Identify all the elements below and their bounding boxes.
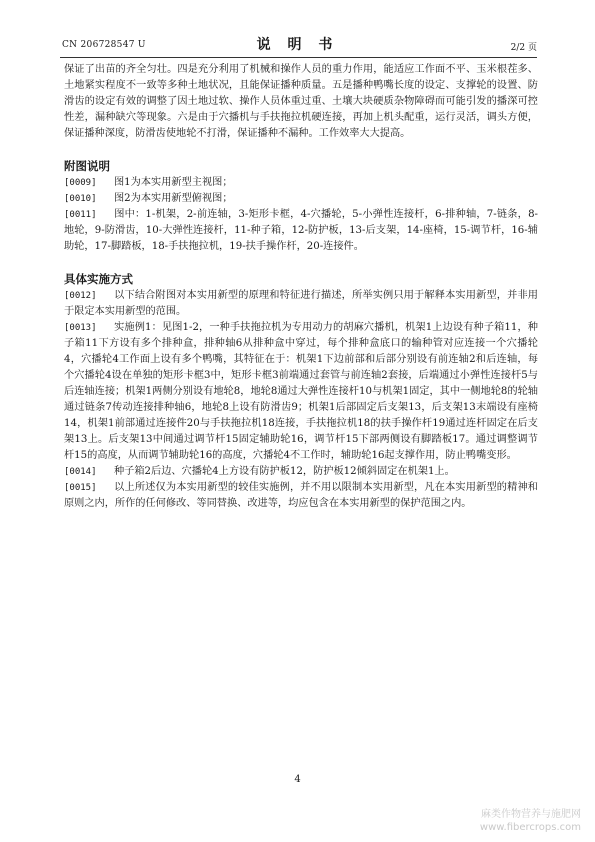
document-title: 说 明 书 (256, 37, 339, 53)
paragraph-number: [0014] (64, 467, 97, 477)
page-number: 4 (294, 774, 301, 785)
paragraph-number: [0009] (64, 178, 97, 188)
page-count: 2/2 页 (510, 43, 537, 53)
site-watermark (480, 808, 581, 834)
paragraph-0015 (64, 480, 538, 512)
document-body (64, 62, 538, 512)
paragraph-0011 (64, 207, 538, 255)
paragraph-0012 (64, 288, 538, 320)
paragraph-0014 (64, 464, 538, 480)
paragraph-text: 以下结合附图对本实用新型的原理和特征进行描述，所举实例只用于解释本实用新型，并非用于限定本实用新型的范围。 (64, 290, 538, 317)
paragraph-text: 图中：1-机架，2-前连轴，3-矩形卡框，4-穴播轮，5-小弹性连接杆，6-排种轴，7-链条，8-地轮，9-防滑齿，10-大弹性连接杆，11-种子箱，12-防护板，13-后支架，14-座椅，15-调节杆，16-辅助轮，17-脚踏板，18-手扶拖拉机，19-扶手操作杆，20-连接件。 (64, 209, 538, 252)
watermark-site-name: 麻类作物营养与施肥网 (481, 809, 581, 820)
paragraph-0009 (64, 175, 538, 191)
paragraph-text: 图2为本实用新型俯视图； (114, 193, 233, 204)
paragraph-text: 以上所述仅为本实用新型的较佳实施例，并不用以限制本实用新型，凡在本实用新型的精神和原则之内，所作的任何修改、等同替换、改进等，均应包含在本实用新型的保护范围之内。 (64, 482, 538, 509)
watermark-url: www.fibercrops.com (479, 822, 581, 833)
paragraph-text: 实施例1：见图1-2，一种手扶拖拉机为专用动力的胡麻穴播机，机架1上边设有种子箱11，种子箱11下方设有多个排种盒，排种轴6从排种盒中穿过，每个排种盒底口的输种管对应连接一个穴播轮4，穴播轮4工作面上设有多个鸭嘴，其特征在于：机架1下边前部和后部分别设有前连轴2和后连轴，每个穴播轮4设在单独的矩形卡框3中，矩形卡框3前端通过套管与前连轴2套接，后端通过小弹性连接杆5与后连轴连接；机架1两侧分别设有地轮8，地轮8通过大弹性连接杆10与机架1固定，其中一侧地轮8的轮轴通过链条7传动连接排种轴6，地轮8上设有防滑齿9；机架1后部固定后支架13，后支架13末端设有座椅14，机架1前部通过连接件20与手扶拖拉机18连接，手扶拖拉机18的扶手操作杆19通过连杆固定在后支架13上。后支架13中间通过调节杆15固定辅助轮16，调节杆15下部两侧设有脚踏板17。通过调整调节杆15的高度，从而调节辅助轮16的高度，穴播轮4不工作时，辅助轮16起支撑作用，防止鸭嘴变形。 (64, 322, 538, 461)
header-divider (60, 57, 537, 58)
paragraph-number: [0013] (64, 323, 97, 333)
section-heading-embodiments: 具体实施方式 (64, 272, 133, 286)
paragraph-text: 图1为本实用新型主视图； (114, 177, 233, 188)
publication-number: CN 206728547 U (62, 40, 146, 50)
paragraph-text: 种子箱2后边、穴播轮4上方设有防护板12，防护板12倾斜固定在机架1上。 (114, 466, 455, 477)
paragraph-number: [0012] (64, 291, 97, 301)
section-heading-drawings: 附图说明 (64, 159, 110, 173)
continuation-paragraph: 保证了出苗的齐全匀壮。四是充分利用了机械和操作人员的重力作用，能适应工作面不平、玉米根茬多、土地紧实程度不一致等多种土地状况，且能保证播种质量。五是播种鸭嘴长度的设定、支撑轮的设置、防滑齿的设定有效的调整了因土地过软、操作人员体重过重、土壤大块硬质杂物障碍而可能引发的播深可控性差，漏种缺穴等现象。六是由于穴播机与手扶拖拉机硬连接，再加上机头配重，运行灵活，调头方便，保证播种深度，防滑齿使地轮不打滑，保证播种不漏种。工作效率大大提高。 (64, 64, 538, 139)
paragraph-number: [0015] (64, 483, 97, 493)
paragraph-0013 (64, 320, 538, 464)
paragraph-0010 (64, 191, 538, 207)
paragraph-number: [0011] (64, 210, 97, 220)
paragraph-number: [0010] (64, 194, 97, 204)
